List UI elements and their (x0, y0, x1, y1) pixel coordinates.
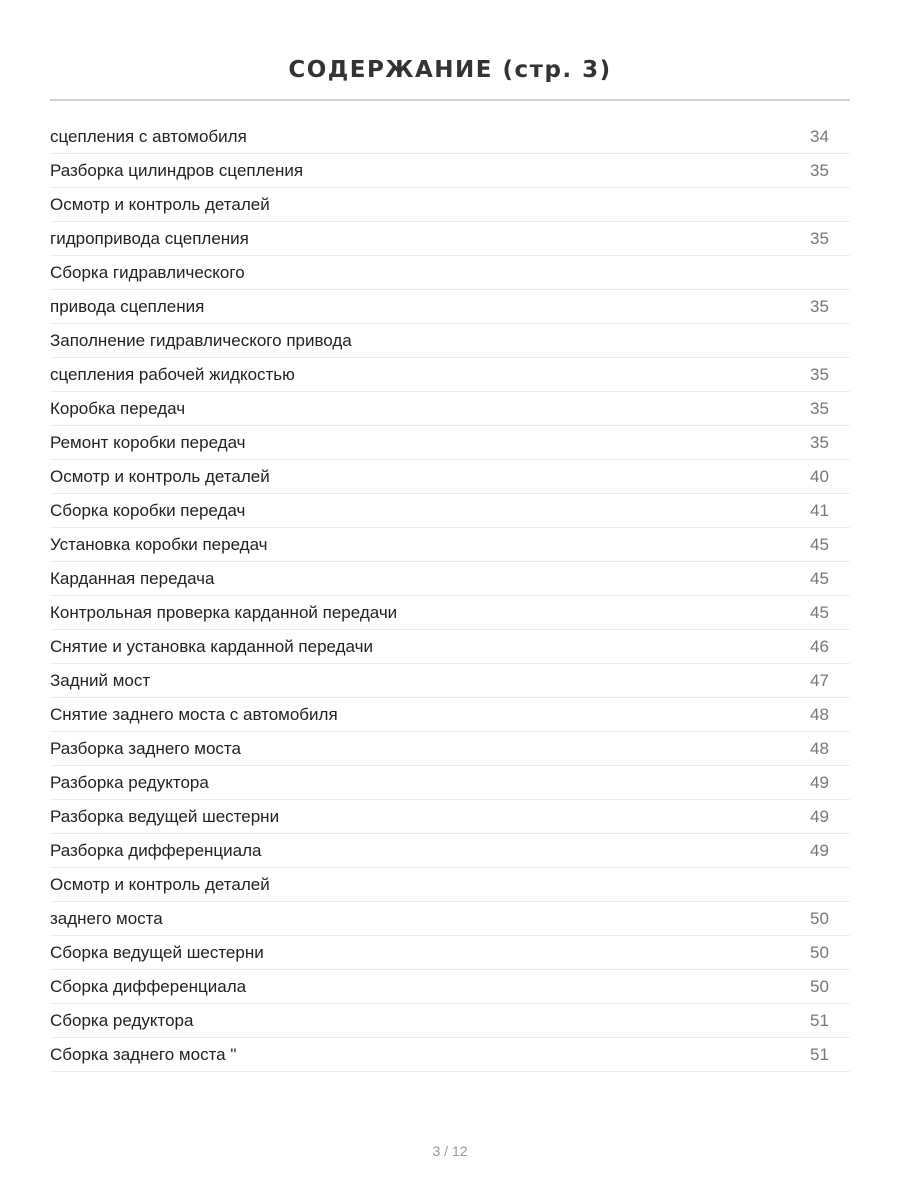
toc-entry-page-number: 35 (810, 228, 829, 248)
toc-entry (50, 1004, 850, 1038)
toc-entry (50, 732, 850, 766)
toc-entry-label: сцепления с автомобиля (50, 126, 247, 146)
toc-entry-label: Контрольная проверка карданной передачи (50, 602, 398, 622)
toc-entry-page-number: 46 (810, 636, 829, 656)
toc-entry (50, 426, 850, 460)
toc-entry-page-number: 34 (810, 126, 829, 146)
toc-entry-label: заднего моста (50, 908, 163, 928)
toc-entry-page-number: 35 (810, 398, 829, 418)
toc-entry (50, 800, 850, 834)
toc-entry (50, 1038, 850, 1072)
toc-entry-label: Разборка ведущей шестерни (50, 806, 280, 826)
toc-entry-page-number: 51 (810, 1044, 829, 1064)
toc-entry (50, 936, 850, 970)
toc-entry-label: Коробка передач (50, 398, 186, 418)
toc-entry-page-number: 41 (810, 500, 829, 520)
toc-entry-page-number: 50 (810, 908, 829, 928)
toc-entry-label: Ремонт коробки передач (50, 432, 246, 452)
toc-entry-page-number: 35 (810, 432, 829, 452)
toc-entry (50, 664, 850, 698)
toc-entry-label: Карданная передача (50, 568, 215, 588)
table-of-contents (50, 120, 850, 1072)
toc-entry-page-number: 49 (810, 772, 829, 792)
toc-entry-label: гидропривода сцепления (50, 228, 249, 248)
toc-entry-page-number: 47 (810, 670, 829, 690)
toc-entry (50, 222, 850, 256)
toc-entry (50, 256, 850, 290)
toc-entry-label: Задний мост (50, 670, 151, 690)
toc-entry-page-number: 35 (810, 364, 829, 384)
toc-entry-page-number: 45 (810, 602, 829, 622)
toc-entry (50, 596, 850, 630)
toc-entry-page-number: 50 (810, 976, 829, 996)
toc-entry-label: Сборка гидравлического (50, 262, 245, 282)
toc-entry-page-number: 35 (810, 160, 829, 180)
toc-entry (50, 630, 850, 664)
toc-entry-page-number: 51 (810, 1010, 829, 1030)
toc-entry-page-number: 35 (810, 296, 829, 316)
toc-entry (50, 154, 850, 188)
toc-entry-label: Сборка коробки передач (50, 500, 246, 520)
toc-entry-label: Осмотр и контроль деталей (50, 874, 270, 894)
title-divider (50, 99, 850, 101)
toc-entry-label: Осмотр и контроль деталей (50, 466, 270, 486)
toc-entry (50, 188, 850, 222)
toc-entry-label: сцепления рабочей жидкостью (50, 364, 295, 384)
toc-entry (50, 494, 850, 528)
toc-entry (50, 324, 850, 358)
toc-entry (50, 970, 850, 1004)
toc-entry (50, 766, 850, 800)
page-counter: 3 / 12 (432, 1143, 468, 1159)
toc-entry (50, 120, 850, 154)
toc-entry-label: Разборка редуктора (50, 772, 209, 792)
toc-entry-label: Сборка редуктора (50, 1010, 194, 1030)
toc-entry (50, 528, 850, 562)
page-title: СОДЕРЖАНИЕ (стр. 3) (288, 57, 612, 84)
toc-entry-page-number: 40 (810, 466, 829, 486)
toc-entry-page-number: 45 (810, 534, 829, 554)
toc-entry-page-number: 48 (810, 738, 829, 758)
toc-entry-label: Установка коробки передач (50, 534, 268, 554)
toc-entry-page-number: 49 (810, 806, 829, 826)
toc-entry-label: Заполнение гидравлического привода (50, 330, 352, 350)
toc-entry-label: Сборка дифференциала (50, 976, 247, 996)
toc-entry (50, 358, 850, 392)
toc-entry-label: Разборка дифференциала (50, 840, 262, 860)
toc-entry-label: Разборка заднего моста (50, 738, 241, 758)
toc-entry-page-number: 50 (810, 942, 829, 962)
toc-entry-label: Снятие и установка карданной передачи (50, 636, 373, 656)
toc-entry-label: Сборка ведущей шестерни (50, 942, 264, 962)
toc-entry (50, 562, 850, 596)
toc-entry (50, 868, 850, 902)
toc-entry-label: Осмотр и контроль деталей (50, 194, 270, 214)
toc-entry-label: Разборка цилиндров сцепления (50, 160, 304, 180)
toc-entry-label: Сборка заднего моста " (50, 1044, 237, 1064)
toc-entry-page-number: 48 (810, 704, 829, 724)
toc-entry (50, 460, 850, 494)
toc-entry (50, 834, 850, 868)
toc-entry (50, 290, 850, 324)
toc-entry-label: Снятие заднего моста с автомобиля (50, 704, 338, 724)
toc-entry-page-number: 49 (810, 840, 829, 860)
toc-entry (50, 698, 850, 732)
toc-entry-label: привода сцепления (50, 296, 205, 316)
toc-entry-page-number: 45 (810, 568, 829, 588)
toc-entry (50, 902, 850, 936)
toc-entry (50, 392, 850, 426)
